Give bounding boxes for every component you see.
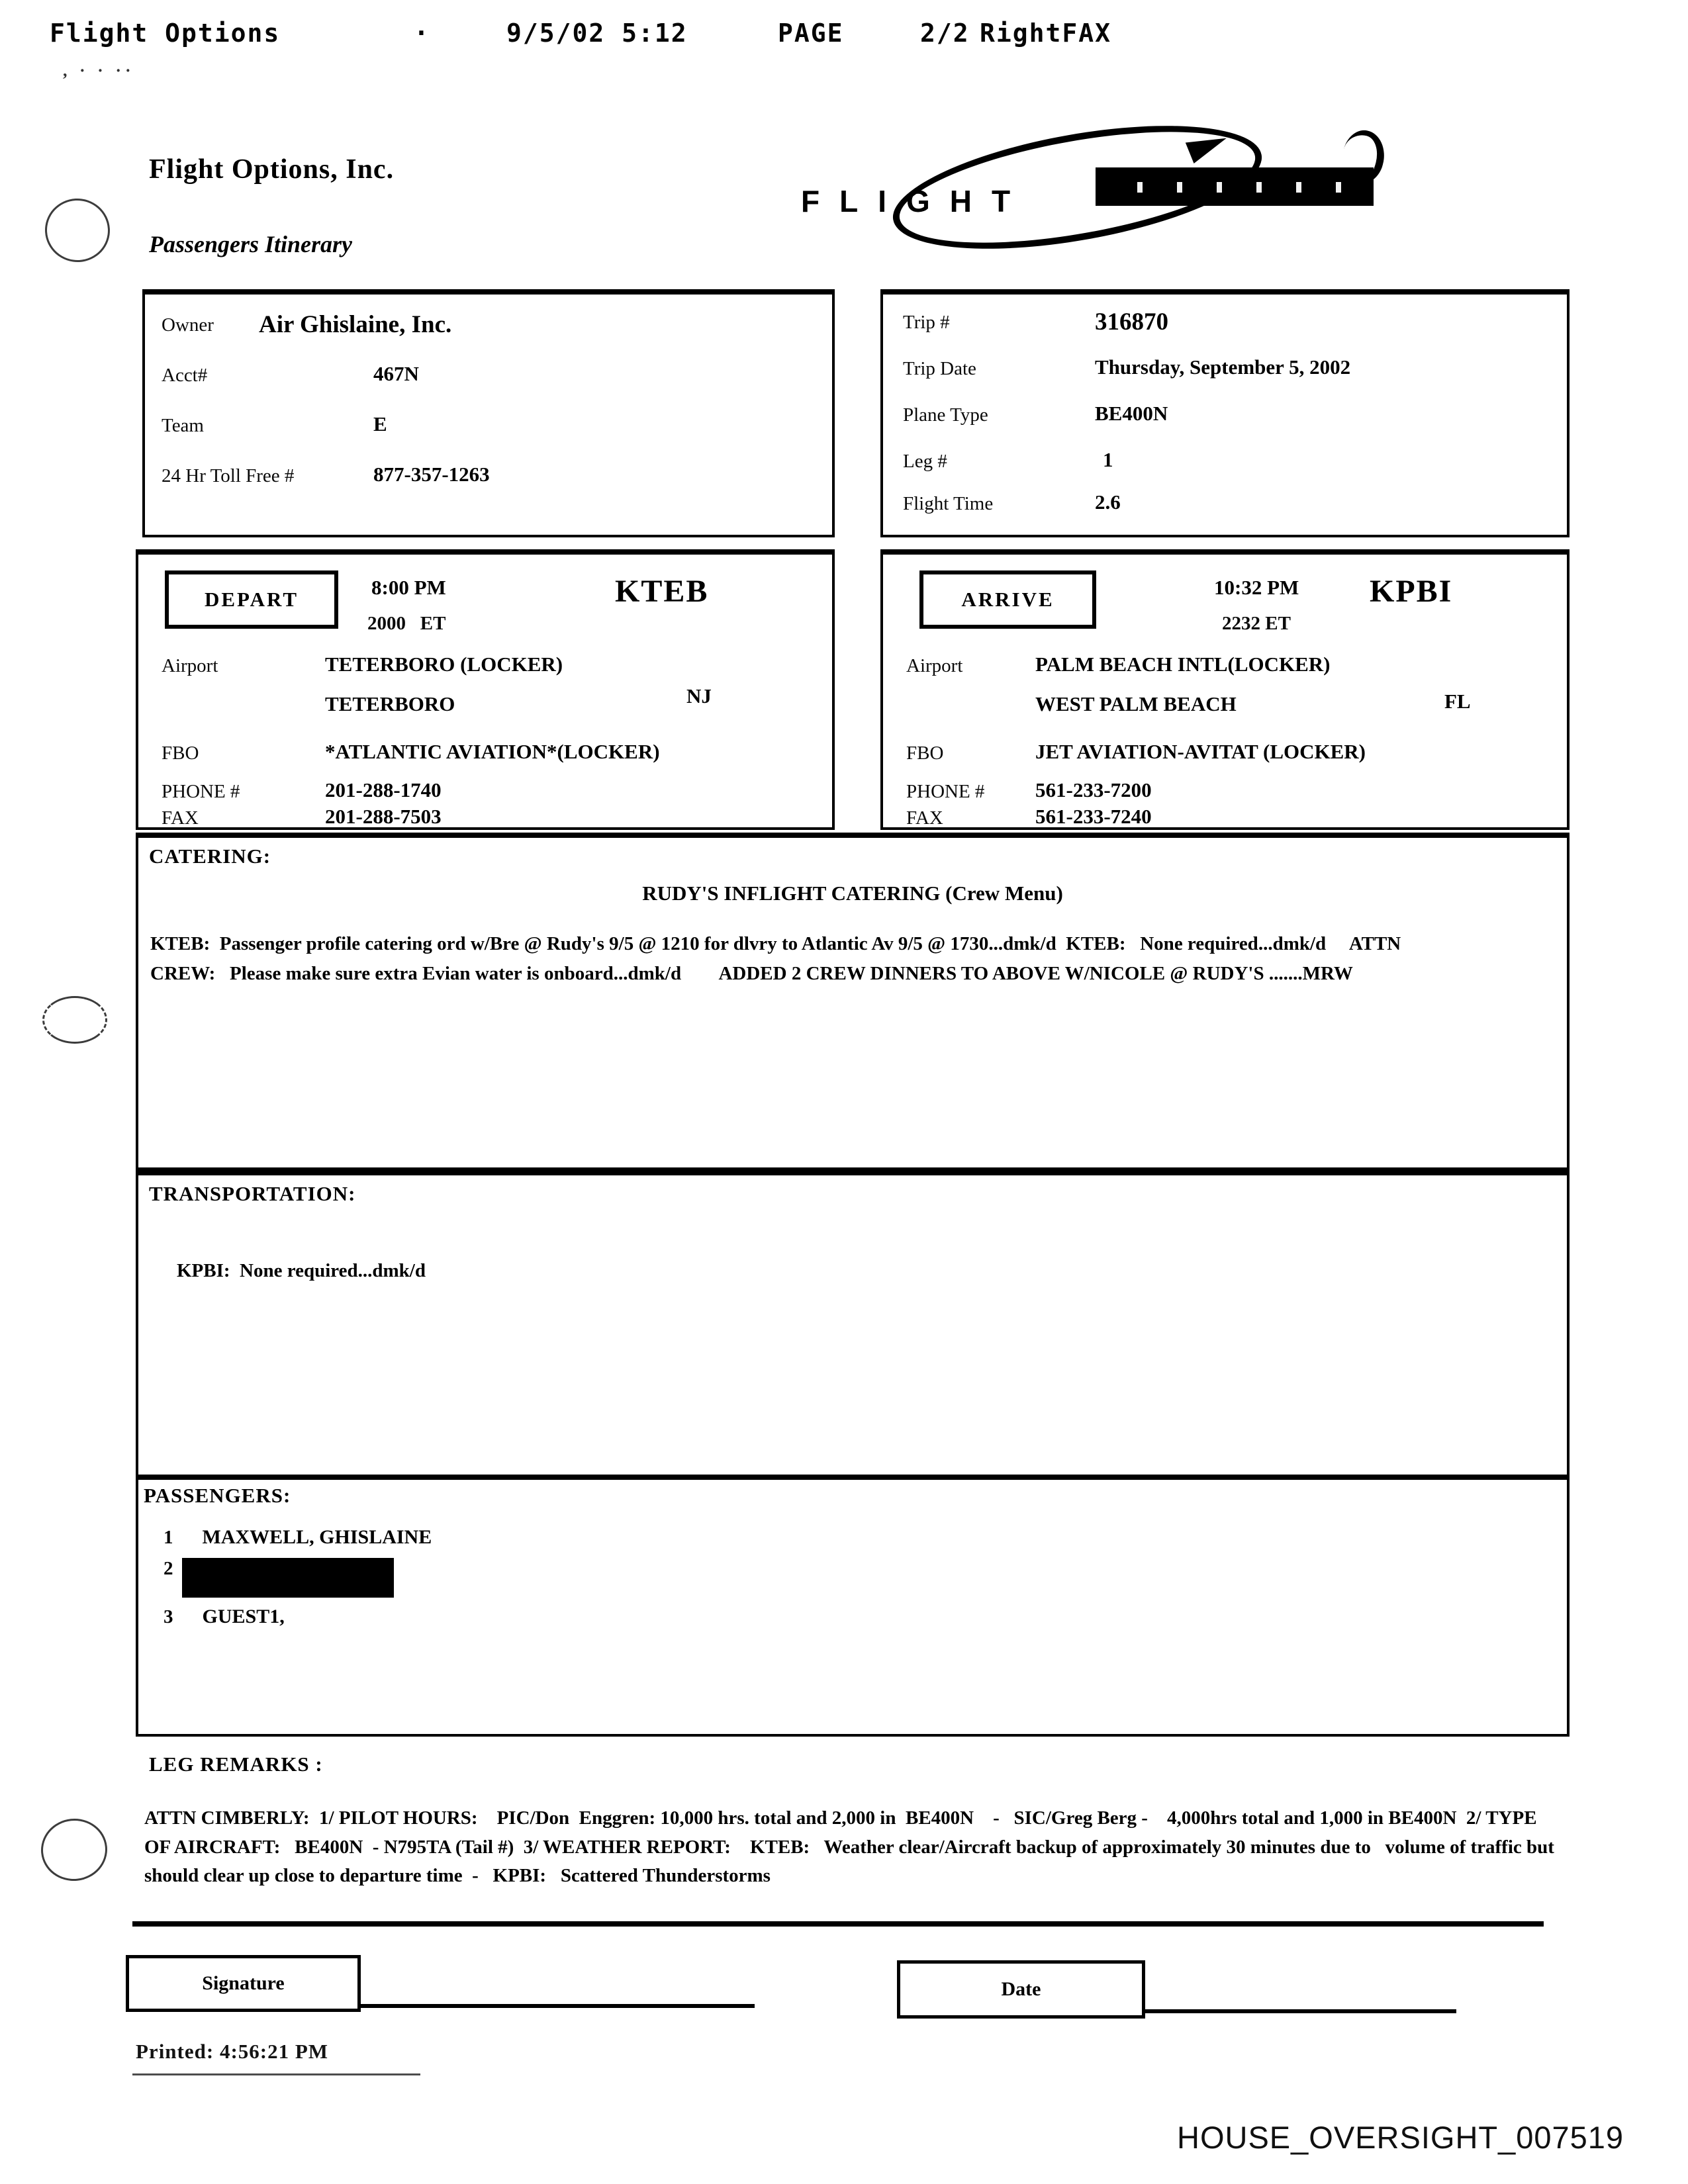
catering-box: [136, 833, 1570, 1170]
depart-airport-code: KTEB: [615, 574, 709, 609]
trip-num-label: Trip #: [903, 312, 950, 333]
passenger-row: [164, 1606, 285, 1628]
leg-remarks-body: ATTN CIMBERLY: 1/ PILOT HOURS: PIC/Don Enggren: 10,000 hrs. total and 2,000 in BE400N - SIC/Greg Berg - 4,000hrs total and 1,000 in BE400N 2/ TYPE OF AIRCRAFT: BE400N - N795TA (Tail #) 3/ WEATHER REPORT: KTEB: Weather clear/Aircraft backup of approximately 30 minutes due to volume of traffic but should clear up close to departure time - KPBI: Scattered Thunderstorms: [144, 1807, 1560, 1886]
logo-wordmark: FLIGHT: [801, 184, 1031, 218]
logo-bar-specks: [1112, 182, 1362, 193]
fax-header-page-num: 2/2: [920, 19, 970, 48]
passenger-number: 2: [164, 1558, 173, 1579]
passenger-name: GUEST1,: [202, 1606, 285, 1627]
passenger-name: MAXWELL, GHISLAINE: [202, 1526, 432, 1548]
fax-header-page-word: PAGE: [778, 19, 844, 48]
passengers-box: [136, 1475, 1570, 1737]
fax-header-separator: ·: [414, 19, 430, 48]
catering-heading: CATERING:: [149, 844, 271, 868]
passengers-heading: PASSENGERS:: [144, 1484, 291, 1507]
catering-title: RUDY'S INFLIGHT CATERING (Crew Menu): [642, 882, 1063, 905]
leg-num-label: Leg #: [903, 451, 947, 472]
plane-type-label: Plane Type: [903, 404, 988, 426]
arrive-tag: ARRIVE: [919, 570, 1096, 629]
arrive-phone-label: PHONE #: [906, 781, 985, 802]
depart-time: 8:00 PM: [371, 576, 446, 599]
arrive-fbo-value: JET AVIATION-AVITAT (LOCKER): [1035, 740, 1366, 763]
scan-noise: , · · ··: [63, 61, 135, 80]
depart-fbo-label: FBO: [162, 743, 199, 764]
arrive-fax-value: 561-233-7240: [1035, 805, 1152, 828]
depart-fbo-value: *ATLANTIC AVIATION*(LOCKER): [325, 740, 660, 763]
arrive-fax-label: FAX: [906, 807, 943, 829]
owner-label: Owner: [162, 314, 214, 336]
trip-date-label: Trip Date: [903, 358, 976, 379]
plane-type-value: BE400N: [1095, 402, 1168, 425]
leg-remarks-heading: LEG REMARKS :: [149, 1752, 323, 1776]
depart-fax-value: 201-288-7503: [325, 805, 442, 828]
trip-info-box: [880, 289, 1570, 537]
catering-body: KTEB: Passenger profile catering ord w/Bre @ Rudy's 9/5 @ 1210 for dlvry to Atlantic Av 9/5 @ 1730...dmk/d KTEB: None required...dmk/d ATTN CREW: Please make sure extra Evian water is onboard...dmk/d ADDED 2 CREW DINNERS TO ABOVE W/NICOLE @ RUDY'S .......MRW: [150, 933, 1406, 984]
depart-box: [136, 549, 835, 830]
arrive-airport-line1: PALM BEACH INTL(LOCKER): [1035, 653, 1331, 676]
owner-value: Air Ghislaine, Inc.: [259, 311, 452, 338]
depart-tag: DEPART: [165, 570, 338, 629]
date-box: Date: [897, 1960, 1145, 2019]
transportation-box: [136, 1170, 1570, 1525]
passenger-row: [164, 1526, 432, 1549]
arrive-state: FL: [1444, 690, 1471, 713]
depart-phone-value: 201-288-1740: [325, 778, 442, 801]
flight-time-label: Flight Time: [903, 493, 994, 514]
acct-label: Acct#: [162, 365, 208, 386]
trip-num-value: 316870: [1095, 308, 1168, 336]
printed-timestamp: Printed: 4:56:21 PM: [136, 2040, 329, 2063]
hole-punch-mark: [38, 1815, 110, 1884]
trip-date-value: Thursday, September 5, 2002: [1095, 355, 1351, 379]
depart-state: NJ: [686, 684, 712, 707]
passenger-number: 1: [164, 1527, 173, 1548]
printed-underline: [132, 2073, 420, 2075]
passenger-number: 3: [164, 1606, 173, 1627]
transportation-body: KPBI: None required...dmk/d: [177, 1260, 426, 1281]
leg-num-value: 1: [1103, 448, 1113, 471]
flight-options-logo: [791, 129, 1387, 228]
depart-airport-line2: TETERBORO: [325, 692, 455, 715]
fax-header-datetime: 9/5/02 5:12: [506, 19, 688, 48]
flight-time-value: 2.6: [1095, 490, 1121, 514]
arrive-airport-code: KPBI: [1370, 574, 1453, 609]
arrive-airport-label: Airport: [906, 655, 963, 676]
depart-phone-label: PHONE #: [162, 781, 240, 802]
tollfree-label: 24 Hr Toll Free #: [162, 465, 295, 486]
team-label: Team: [162, 415, 204, 436]
depart-fax-label: FAX: [162, 807, 199, 829]
arrive-fbo-label: FBO: [906, 743, 944, 764]
fax-header-system: RightFAX: [980, 19, 1112, 48]
owner-info-box: [142, 289, 835, 537]
depart-airport-label: Airport: [162, 655, 218, 676]
arrive-time: 10:32 PM: [1214, 576, 1299, 599]
arrive-box: [880, 549, 1570, 830]
bates-stamp: HOUSE_OVERSIGHT_007519: [1177, 2120, 1624, 2155]
passenger-row: [164, 1558, 173, 1580]
depart-airport-line1: TETERBORO (LOCKER): [325, 653, 563, 676]
separator-line: [132, 1921, 1544, 1927]
company-name: Flight Options, Inc.: [149, 154, 395, 185]
team-value: E: [373, 412, 387, 435]
acct-value: 467N: [373, 362, 419, 385]
arrive-time-24: 2232 ET: [1222, 613, 1291, 634]
arrive-phone-value: 561-233-7200: [1035, 778, 1152, 801]
transportation-heading: TRANSPORTATION:: [149, 1182, 356, 1205]
redaction-box: [182, 1558, 394, 1598]
fax-header-sender: Flight Options: [50, 19, 281, 48]
tollfree-value: 877-357-1263: [373, 463, 490, 486]
depart-time-24: 2000 ET: [367, 613, 446, 634]
hole-punch-mark: [42, 996, 107, 1044]
hole-punch-mark: [41, 195, 114, 267]
document-title: Passengers Itinerary: [149, 231, 353, 257]
signature-box: Signature: [126, 1955, 361, 2012]
arrive-airport-line2: WEST PALM BEACH: [1035, 692, 1237, 715]
logo-options-bar: [1096, 167, 1374, 206]
